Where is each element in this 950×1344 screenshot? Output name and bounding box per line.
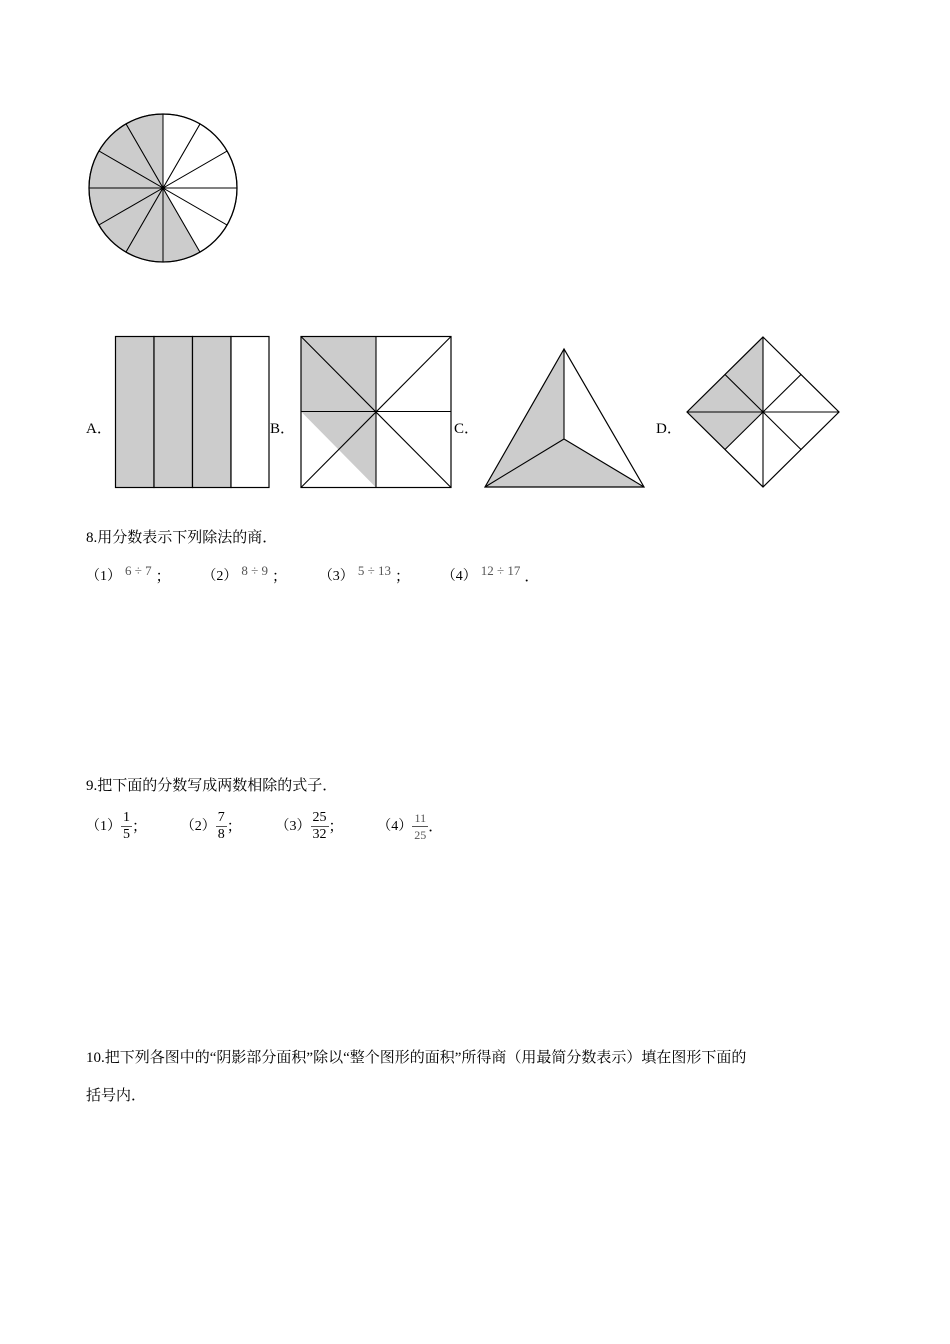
option-b-figure xyxy=(298,334,454,492)
q9-item-2: （2） $\frac{7}{8}$ ； xyxy=(180,810,242,842)
q8-title: 8.用分数表示下列除法的商． xyxy=(86,530,278,546)
q8-item-4: （4） 12 ÷ 17 ． xyxy=(441,563,540,585)
strip-2 xyxy=(154,337,193,488)
q10-line-1: 10.把下列各图中的“阴影部分面积”除以“整个图形的面积”所得商（用最简分数表示）填在图形下面的 xyxy=(86,1050,747,1066)
q8-items xyxy=(86,563,557,587)
shaded-circle-figure xyxy=(84,112,244,272)
q9-items xyxy=(86,810,461,843)
option-d-label: D． xyxy=(656,421,682,437)
q8-item-3: （3） 5 ÷ 13 ； xyxy=(318,563,410,585)
q8-expr-2: 8 ÷ 9 xyxy=(241,563,269,578)
q9-item-3: （3） $\frac{25}{32}$ ； xyxy=(275,810,344,842)
strip-1 xyxy=(116,337,155,488)
option-a-figure xyxy=(112,334,272,492)
q8-expr-3: 5 ÷ 13 xyxy=(357,563,391,578)
q9-fraction-4: $\frac{11}{25}$ xyxy=(414,811,427,842)
q9-fraction-1: $\frac{1}{5}$ xyxy=(123,810,130,842)
q10-line-2: 括号内． xyxy=(86,1088,147,1104)
option-b-label: B． xyxy=(270,421,296,437)
q9-item-4: （4） $\frac{11}{25}$ ． xyxy=(377,811,444,842)
option-a-label: A． xyxy=(86,421,112,437)
q8-item-1: （1） 6 ÷ 7 ； xyxy=(86,563,171,585)
diamond-shaded-3 xyxy=(687,412,763,450)
q8-item-2: （2） 8 ÷ 9 ； xyxy=(202,563,288,585)
strip-4 xyxy=(231,337,269,488)
option-c-label: C． xyxy=(454,421,480,437)
option-c-figure xyxy=(482,346,648,491)
q9-title: 9.把下面的分数写成两数相除的式子． xyxy=(86,778,338,794)
q8-expr-1: 6 ÷ 7 xyxy=(125,563,152,578)
q8-expr-4: 12 ÷ 17 xyxy=(480,563,521,578)
circle-sectors xyxy=(89,114,237,262)
q9-item-1: （1） $\frac{1}{5}$ ； xyxy=(86,810,148,842)
q9-fraction-2: $\frac{7}{8}$ xyxy=(217,810,225,842)
q9-fraction-3: $\frac{25}{32}$ xyxy=(312,810,327,842)
strip-3 xyxy=(193,337,232,488)
option-d-figure xyxy=(684,334,842,492)
